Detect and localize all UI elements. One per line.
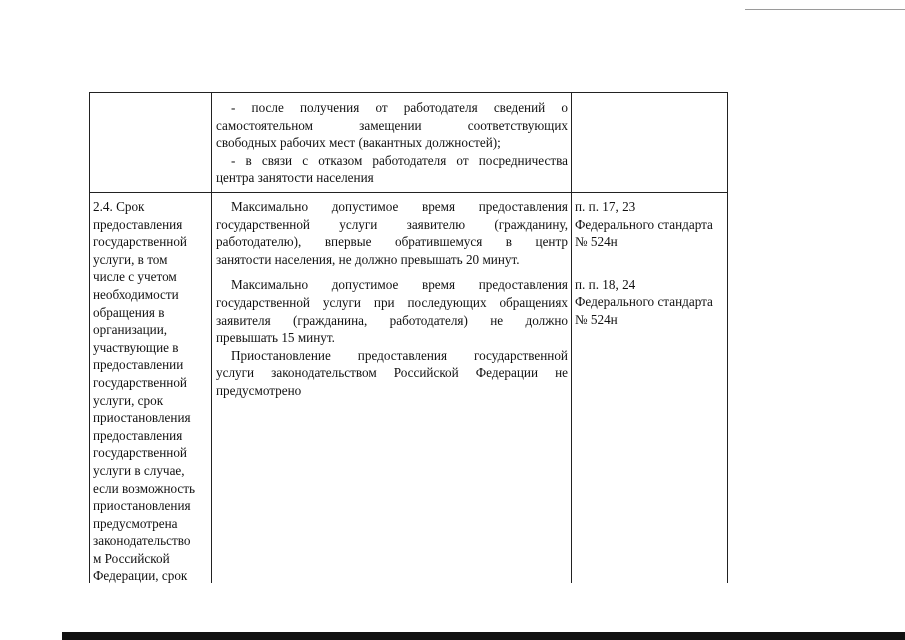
- text-line: п. п. 18, 24: [575, 276, 636, 292]
- text-line: приостановления: [93, 410, 191, 426]
- text-line: государственной: [93, 234, 187, 250]
- text-line: предоставления: [93, 427, 183, 443]
- text-line: предусмотрено: [216, 382, 302, 398]
- text-line: законодательство: [93, 533, 191, 549]
- text-line: центра занятости населения: [216, 170, 374, 186]
- text-line: приостановления: [93, 498, 191, 514]
- text-line: Максимально допустимое время предоставления: [231, 199, 568, 214]
- table-col-divider-left: [89, 92, 90, 583]
- text-line: числе с учетом: [93, 269, 177, 285]
- text-line: Федерации, срок: [93, 568, 188, 584]
- table-border-top: [89, 92, 728, 93]
- text-line: государственной: [93, 374, 187, 390]
- text-line: участвующие в: [93, 339, 179, 355]
- table-col-divider-1: [211, 92, 212, 583]
- table-col-divider-2: [571, 92, 572, 583]
- text-line: работодателю), впервые обратившемуся в центр: [216, 234, 568, 250]
- text-line: самостоятельном замещении соответствующих: [216, 117, 568, 133]
- text-line: предоставления: [93, 216, 183, 232]
- text-line: Федерального стандарта: [575, 294, 713, 310]
- text-line: обращения в: [93, 304, 165, 320]
- text-line: п. п. 17, 23: [575, 199, 636, 214]
- text-line: если возможность: [93, 480, 196, 496]
- text-line: № 524н: [575, 311, 618, 327]
- text-line: превышать 15 минут.: [216, 330, 335, 346]
- row2-left-cell: [93, 198, 209, 585]
- text-line: - после получения от работодателя сведений о: [231, 100, 568, 115]
- text-line: Приостановление предоставления государственной: [231, 347, 568, 363]
- text-line: Федерального стандарта: [575, 216, 713, 232]
- text-line: заявителя (гражданина, работодателя) не должно: [216, 312, 568, 328]
- text-line: занятости населения, не должно превышать 20 минут.: [216, 251, 520, 267]
- row1-middle-cell: [216, 99, 568, 187]
- text-line: необходимости: [93, 286, 179, 302]
- text-line: государственной: [93, 445, 187, 461]
- text-line: предоставлении: [93, 357, 184, 373]
- table-row-divider: [89, 192, 728, 193]
- text-line: свободных рабочих мест (вакантных должностей);: [216, 135, 501, 151]
- text-line: Максимально допустимое время предоставления: [231, 277, 568, 293]
- text-line: - в связи с отказом работодателя от посредничества: [231, 152, 568, 168]
- text-line: услуги, в том: [93, 251, 168, 267]
- text-line: государственной услуги при последующих обращениях: [216, 294, 568, 310]
- text-line: государственной услуги заявителю (гражданину,: [216, 216, 568, 232]
- text-line: 2.4. Срок: [93, 199, 145, 214]
- table-col-divider-right: [727, 92, 728, 583]
- row2-right-cell: [575, 198, 726, 329]
- text-line: услуги в случае,: [93, 462, 185, 478]
- top-rule: [745, 9, 905, 10]
- text-line: м Российской: [93, 550, 170, 566]
- text-line: услуги, срок: [93, 392, 164, 408]
- text-line: предусмотрена: [93, 515, 178, 531]
- text-line: № 524н: [575, 234, 618, 250]
- row2-middle-cell: [216, 198, 568, 400]
- text-line: организации,: [93, 322, 168, 338]
- text-line: услуги законодательством Российской Федерации не: [216, 365, 568, 381]
- scan-edge-bar: [62, 632, 905, 640]
